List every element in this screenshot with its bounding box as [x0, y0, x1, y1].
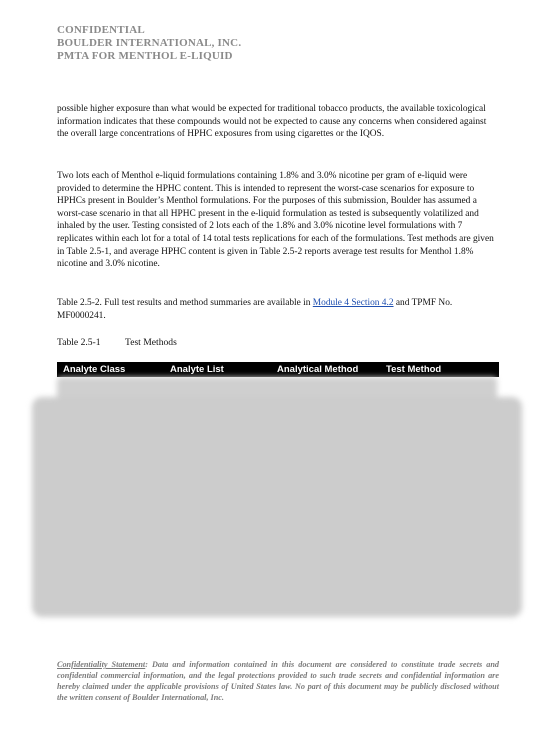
document-header — [57, 24, 241, 63]
header-analytical-method: Analytical Method — [277, 364, 359, 375]
header-confidential: CONFIDENTIAL — [57, 24, 145, 36]
confidentiality-statement — [57, 659, 499, 703]
header-test-method: Test Method — [386, 364, 442, 375]
header-analyte-list: Analyte List — [170, 364, 224, 375]
paragraph-formulations: Two lots each of Menthol e-liquid formulations containing 1.8% and 3.0% nicotine per gram of e-liquid were provided to determine the HPHC content. This is intended to represent the worst-case scenarios for exposure to HPHCs present in Boulder’s Menthol formulations. For the purposes of this submission, Boulder has assumed a worst-case scenario in that all HPHC present in the e-liquid formulation as tested is subsequently volatilized and inhaled by the user. Testing consisted of 2 lots each of the 1.8% and 3.0% nicotine level formulations with 7 replicates within each lot for a total of 14 total tests replications for each of the formulations. Test methods are given in Table 2.5-1, and average HPHC content is given in Table 2.5-2 reports average test results for Menthol 1.8% nicotine and 3.0% nicotine. — [57, 171, 494, 270]
header-company: BOULDER INTERNATIONAL, INC. — [57, 37, 242, 49]
reference-text-after: and TPMF No. MF0000241. — [57, 298, 453, 321]
redacted-table-body — [57, 377, 497, 615]
table-caption — [57, 337, 177, 348]
table-caption-title: Test Methods — [125, 337, 177, 348]
test-methods-table — [57, 362, 499, 377]
header-analyte-class: Analyte Class — [63, 364, 126, 375]
paragraph-toxicology: possible higher exposure than what would be expected for traditional tobacco products, the available toxicological information indicates that these compounds would not be expected to cause any concerns when considered against the overall large concentrations of HPHC exposures from using cigarettes or the IQOS. — [57, 104, 487, 140]
paragraph-references — [57, 297, 497, 322]
header-title: PMTA FOR MENTHOL E-LIQUID — [57, 50, 233, 62]
confidentiality-label: Confidentiality Statement — [57, 660, 146, 669]
confidentiality-text: : Data and information contained in this document are considered to constitute trade secrets and confidential commercial information, and the legal protections provided to such trade secrets and confidential information are hereby claimed under the applicable provisions of United States law. No part of this document may be publicly disclosed without the written consent of Boulder International, Inc. — [57, 660, 500, 702]
table-header-row — [57, 362, 499, 377]
table-caption-number: Table 2.5-1 — [57, 337, 101, 348]
reference-text-before: Table 2.5-2. Full test results and method summaries are available in — [57, 298, 313, 308]
module-4-section-link[interactable]: Module 4 Section 4.2 — [312, 298, 394, 308]
